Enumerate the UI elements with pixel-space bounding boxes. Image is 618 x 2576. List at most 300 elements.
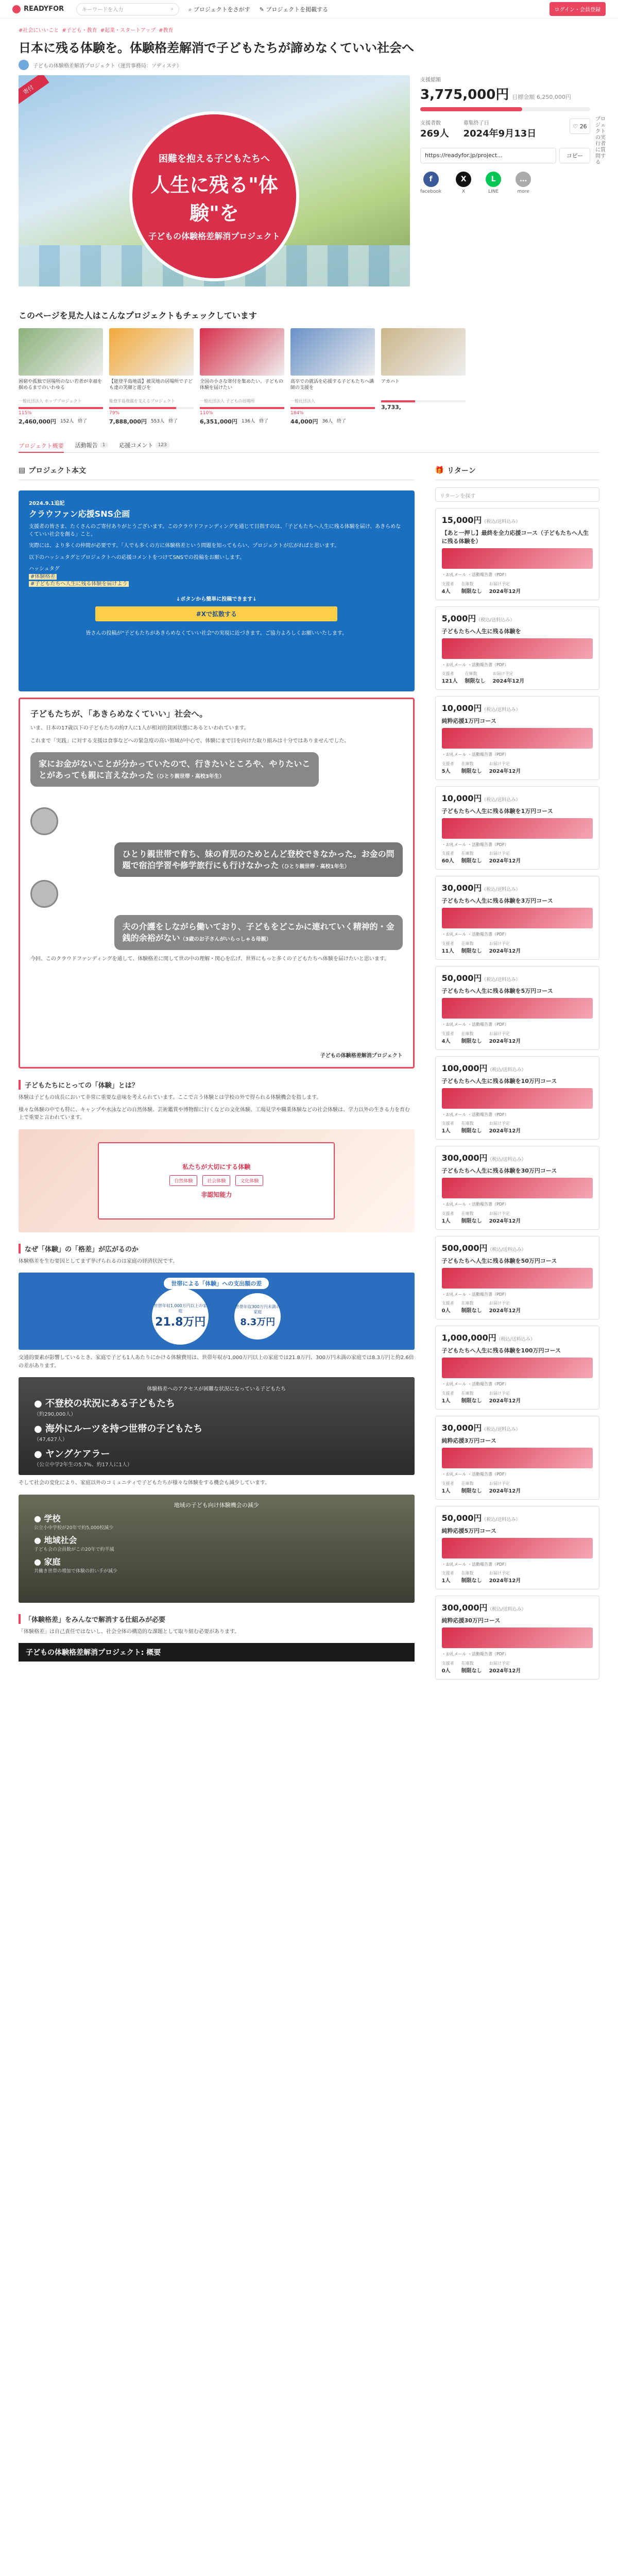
section-heading: なぜ「体験」の「格差」が広がるのか xyxy=(19,1244,415,1253)
raised-amount: 3,775,000円 目標金額 6,250,000円 xyxy=(420,87,571,103)
return-title: 子どもたちへ人生に残る体験を100万円コース xyxy=(441,1347,561,1354)
return-price xyxy=(442,1601,593,1613)
return-card[interactable] xyxy=(435,1416,599,1500)
price-value: 5,000 xyxy=(441,613,468,623)
overview-heading: 子どもの体験格差解消プロジェクト: 概要 xyxy=(19,1643,415,1662)
card-progress xyxy=(200,407,284,409)
stock: 在庫数 制限なし xyxy=(461,1121,482,1134)
stock-value: 制限なし xyxy=(461,858,482,865)
supporters: 支援者 1人 xyxy=(441,1211,454,1224)
login-button[interactable]: ログイン・会員登録 xyxy=(550,2,606,16)
delivery-value: 2024年12月 xyxy=(492,679,525,685)
supporters-value: 1人 xyxy=(441,1398,451,1404)
card-owner: 一般社団法人 ホッププロジェクト xyxy=(19,399,82,403)
price-tax: （税込/送料込み） xyxy=(482,797,521,803)
hero-image xyxy=(19,75,410,286)
card-amount: 44,000円 xyxy=(290,418,318,425)
return-image xyxy=(442,638,593,659)
experience-category: 社会体験 xyxy=(202,1175,230,1186)
breadcrumb xyxy=(19,26,599,33)
supporters: 支援者 4人 xyxy=(441,1031,454,1044)
card-owner: 一般社団法人 子どもの居場所 xyxy=(200,399,255,403)
price-tax: （税込/送料込み） xyxy=(487,1247,526,1252)
voices-box: 子どもたちが、「あきらめなくていい」社会へ。 いま、日本の17歳以下の子どもたちの約7人に1人が相対的貧困状態にあるといわれています。 これまで「実践」に対する支援は食事などへの緊急度の高い領域が中心で、体験にまで目を向けた取り組みは十分ではありませんでした。 家にお金がないことが分かっていたので、行きたいところや、やりたいことがあっても親に言えなかった（ひとり親世帯・高校3年生） ひとり親世帯で育ち、妹の育児のためとんど登校できなかった。お金の問題で宿泊学習や修学旅行にも行けなかった（ひとり親世帯・高校1年生） 夫の介護をしながら働いており、子どもをどこかに連れていく精神的・金銭的余裕がない（3歳のお子さんがいらっしゃる母親） 今回、このクラウドファンディングを通して、体験格差に関して世の中の理解・関心を広げ、世界にもっと多くの子どもたちへ体験を届けたいと思います。 子どもの体験格差解消プロジェクト xyxy=(19,698,415,1069)
price-unit: 円 xyxy=(473,703,482,714)
stock-value: 制限なし xyxy=(461,588,482,595)
supporters-value: 4人 xyxy=(441,1038,451,1044)
return-description: ・お礼メール ・活動報告書（PDF） xyxy=(441,752,509,757)
share-label: facebook xyxy=(420,189,442,194)
breadcrumb-link[interactable]: #教育 xyxy=(159,28,174,33)
site-header xyxy=(0,0,618,19)
card-title: 困窮や孤独で居場所のない若者が幸福を掴めるまでのいわゆる xyxy=(19,379,102,391)
tab-count: 1 xyxy=(100,443,108,448)
stock-value: 制限なし xyxy=(461,1128,482,1134)
return-description: ・お礼メール ・活動報告書（PDF） xyxy=(441,1382,509,1387)
supporters-value: 1人 xyxy=(441,1218,451,1224)
delivery: お届け予定 2024年12月 xyxy=(492,671,525,685)
card-stats xyxy=(290,417,375,426)
breadcrumb-link[interactable]: #社会にいいこと xyxy=(19,28,59,33)
tab-1[interactable] xyxy=(75,441,108,449)
stock: 在庫数 制限なし xyxy=(461,1391,482,1404)
price-unit: 円 xyxy=(473,1422,482,1433)
return-title: 子どもたちへ人生に残る体験を30万円コース xyxy=(441,1167,557,1175)
price-value: 300,000 xyxy=(441,1153,479,1163)
delivery-value: 2024年12月 xyxy=(489,1128,521,1134)
delivery-value: 2024年12月 xyxy=(489,1668,521,1674)
related-project-card[interactable] xyxy=(290,328,375,426)
delivery-value: 2024年12月 xyxy=(489,1398,521,1404)
return-description: ・お礼メール ・活動報告書（PDF） xyxy=(441,1471,509,1477)
return-card[interactable] xyxy=(435,1236,599,1320)
return-price xyxy=(442,1242,593,1253)
return-title: 子どもたちへ人生に残る体験を3万円コース xyxy=(441,897,553,905)
delivery-value: 2024年12月 xyxy=(489,858,521,865)
community-decline-graphic: 地域の子ども向け体験機会の減少 ● 学校 公立小中学校が20年で約5,000校減少 ● 地域社会 子ども会の会員数がこの20年で約半減 ● 家庭 共働き世帯の増加で体験の担い手が減少 xyxy=(19,1495,415,1603)
price-unit: 円 xyxy=(468,613,476,623)
delivery: お届け予定 2024年12月 xyxy=(489,1660,521,1674)
project-thumbnail xyxy=(381,328,466,376)
related-project-card[interactable] xyxy=(200,328,284,426)
search-input[interactable]: キーワードを入力 ⌕ xyxy=(76,3,179,15)
return-meta xyxy=(442,1391,593,1404)
return-meta xyxy=(442,761,593,774)
return-image xyxy=(442,998,593,1019)
price-tax: （税込/送料込み） xyxy=(496,1337,535,1343)
return-title: 純粋応援3万円コース xyxy=(441,1437,496,1444)
card-percent: 79% xyxy=(109,411,120,416)
return-description: ・お礼メール ・活動報告書（PDF） xyxy=(441,1022,509,1027)
card-percent: 110% xyxy=(200,411,213,416)
card-stats xyxy=(381,404,466,411)
section-heading: 「体験格差」をみんなで解消する仕組みが必要 xyxy=(19,1614,415,1624)
return-image xyxy=(442,1088,593,1109)
delivery: お届け予定 2024年12月 xyxy=(489,1391,521,1404)
x-icon: X xyxy=(456,172,471,187)
project-owner[interactable]: 子どもの体験格差解消プロジェクト（運営事務局：ソディステ） xyxy=(19,60,599,70)
return-meta xyxy=(442,1300,593,1314)
delivery-value: 2024年12月 xyxy=(489,588,521,595)
card-deadline: 終了 xyxy=(336,419,346,424)
hero-title-circle: 困難を抱える子どもたちへ 人生に残る"体験"を 子どもの体験格差解消プロジェクト xyxy=(129,111,299,281)
return-image xyxy=(442,1268,593,1289)
card-deadline: 終了 xyxy=(259,419,269,424)
price-unit: 円 xyxy=(473,973,482,983)
return-price xyxy=(442,1421,593,1433)
stock: 在庫数 制限なし xyxy=(461,581,482,595)
project-stats: 支援総額 3,775,000円 目標金額 6,250,000円 支援者数 269人 募集終了日 2024年9月13日 ♡ 26 https://readyfor.jp/project... コピー f facebook X X L LINE … more プロジェクトの実行者に質問する xyxy=(420,77,606,194)
supporters: 支援者 1人 xyxy=(441,1391,454,1404)
site-logo[interactable]: READYFOR xyxy=(12,5,64,13)
project-thumbnail xyxy=(19,328,103,376)
supporters-value: 1人 xyxy=(441,1578,451,1584)
price-value: 1,000,000 xyxy=(441,1333,488,1343)
share-label: X xyxy=(462,189,466,194)
supporters-value: 5人 xyxy=(441,768,451,774)
vulnerable-children-graphic: 体験格差へのアクセスが困難な状況になっている子どもたち ● 不登校の状況にある子どもたち （約290,000人） ● 海外にルーツを持つ世帯の子どもたち （47,627人） ● ヤングケアラー （公立中学2年生の5.7%、約17人に1人） xyxy=(19,1377,415,1475)
facebook-icon: f xyxy=(423,172,439,187)
avatar xyxy=(30,807,58,835)
supporters-value: 121人 xyxy=(441,679,458,685)
delivery: お届け予定 2024年12月 xyxy=(489,1031,521,1044)
delivery: お届け予定 2024年12月 xyxy=(489,1571,521,1584)
card-owner: 一般社団法人 xyxy=(290,399,315,403)
card-amount: 3,733, xyxy=(381,404,401,411)
return-price xyxy=(442,612,593,624)
return-description: ・お礼メール ・活動報告書（PDF） xyxy=(441,1292,509,1297)
project-thumbnail xyxy=(109,328,194,376)
return-image xyxy=(442,1628,593,1648)
return-meta xyxy=(442,1481,593,1494)
delivery-value: 2024年12月 xyxy=(489,768,521,774)
return-image xyxy=(442,1178,593,1198)
delivery: お届け予定 2024年12月 xyxy=(489,581,521,595)
price-unit: 円 xyxy=(473,793,482,803)
return-description: ・お礼メール ・活動報告書（PDF） xyxy=(441,842,509,847)
delivery-value: 2024年12月 xyxy=(489,1578,521,1584)
supporters: 支援者 1人 xyxy=(441,1121,454,1134)
supporters-value: 1人 xyxy=(441,1128,451,1134)
return-price xyxy=(442,702,593,714)
price-value: 30,000 xyxy=(441,883,474,893)
tab-label: 活動報告 xyxy=(75,442,98,449)
return-meta xyxy=(442,1570,593,1584)
return-title: 子どもたちへ人生に残る体験を5万円コース xyxy=(441,987,553,994)
ask-owner-link[interactable]: プロジェクトの実行者に質問する xyxy=(595,116,606,165)
delivery: お届け予定 2024年12月 xyxy=(489,1301,521,1314)
card-deadline: 終了 xyxy=(168,419,178,424)
card-stats xyxy=(200,417,284,426)
quote-bubble: 夫の介護をしながら働いており、子どもをどこかに連れていく精神的・金銭的余裕がない（3歳のお子さんがいらっしゃる母親） xyxy=(114,915,403,950)
stock-value: 制限なし xyxy=(461,948,482,954)
card-title: 【能登半島地震】被災地の居場所で子ども達の笑顔と遊びを xyxy=(109,379,193,391)
price-unit: 円 xyxy=(479,1243,488,1253)
low-income-circle: 世帯年収300万円未満の家庭 8.3万円 xyxy=(234,1293,281,1340)
find-projects-link[interactable]: ⌕ プロジェクトをさがす xyxy=(188,6,250,13)
return-price xyxy=(442,1331,593,1343)
project-body: ▤ プロジェクト本文 2024.9.1追記 クラウファン応援SNS企画 支援者の皆さま、たくさんのご寄付ありがとうございます。このクラウドファンディングを通じて目指すのは、「子どもたちへ人生に残る体験を届け、あきらめなくていい社会を創る」こと。 実際には、より多くの仲間が必要です。「人でも多くの方に体験格差という問題を知ってもらい、プロジェクトが広がればと思います。 以下のハッシュタグとプロジェクトへの応援コメントをつけてSNSでの投稿をお願いします。 ハッシュタグ #体験格差 #子どもたちへ人生に残る体験を届けよう ↓ボタンから簡単に投稿できます↓ #Xで拡散する 皆さんの投稿が"子どもたちがあきらめなくていい社会"の実現に近づきます。ご協力よろしくお願いいたします。 子どもたちが、「あきらめなくていい」社会へ。 いま、日本の17歳以下の子どもたちの約7人に1人が相対的貧困状態にあるといわれています。 これまで「実践」に対する支援は食事などへの緊急度の高い領域が中心で、体験にまで目を向けた取り組みは十分ではありませんでした。 家にお金がないことが分かっていたので、行きたいところや、やりたいことがあっても親に言えなかった（ひとり親世帯・高校3年生） ひとり親世帯で育ち、妹の育児のためとんど登校できなかった。お金の問題で宿泊学習や修学旅行にも行けなかった（ひとり親世帯・高校1年生） 夫の介護をしながら働いており、子どもをどこかに連れていく精神的・金銭的余裕がない（3歳のお子さんがいらっしゃる母親） 今回、このクラウドファンディングを通して、体験格差に関して世の中の理解・関心を広げ、世界にもっと多くの子どもたちへ体験を届けたいと思います。 子どもの体験格差解消プロジェクト 子どもたちにとっての「体験」とは？ 体験は子どもの成長において非常に重要な意味を考えられています。ここで言う体験とは学校の外で得られる体験機会を指します。 様々な体験の中でも特に、キャンプや水泳などの自然体験、芸術鑑賞や博物館に行くなどの文化体験、工場見学や職業体験などの社会体験は、学力以外の生きる力を育む上で重要と言われています。 私たちが大切にする体験 自然体験 社会体験 文化体験 非認知能力 なぜ「体験」の「格差」が広がるのか 体験格差を生む要因としてまず挙げられるのは家庭の経済状況です。 世帯による「体験」への支出額の差 世帯年収1,000万円以上の家庭 21.8万円 世帯年収300万円未満の家庭 8.3万円 交通的要素が影響しているとき、家庭で子ども1人あたりにかける体験費用は、世帯年収が1,000万円以上の家庭では21.8万円、300万円未満の家庭では8.3万円と約2.6倍の差があります。 体験格差へのアクセスが困難な状況になっている子どもたち ● 不登校の状況にある子どもたち （約290,000人） ● 海外にルーツを持つ世帯の子どもたち （47,627人） ● ヤングケアラー （公立中学2年生の5.7%、約17人に1人） そして社会の変化により、家庭以外のコミュニティで子どもたちが様々な体験をする機会も減少しています。 地域の子ども向け体験機会の減少 ● 学校 公立小中学校が20年で約5,000校減少 ● 地域社会 子ども会の会員数がこの20年で約半減 ● 家庭 共働き世帯の増加で体験の担い手が減少 「体験格差」をみんなで解消する仕組みが必要 「体験格差」は自己責任ではないし、社会全体の構造的な課題として取り組む必要があります。 子どもの体験格差解消プロジェクト: 概要 xyxy=(19,465,415,1680)
return-meta xyxy=(442,941,593,954)
delivery-value: 2024年12月 xyxy=(489,1308,521,1314)
share-line-button[interactable] xyxy=(486,172,501,194)
gift-icon: 🎁 xyxy=(435,466,444,474)
supporters-value: 1人 xyxy=(441,1488,451,1494)
stock-value: 制限なし xyxy=(465,679,486,685)
return-card[interactable] xyxy=(435,786,599,870)
tab-count: 123 xyxy=(156,443,169,448)
return-image xyxy=(442,1538,593,1558)
return-meta xyxy=(442,1211,593,1224)
stock: 在庫数 制限なし xyxy=(461,1481,482,1494)
supporters: 支援者 121人 xyxy=(441,671,458,685)
price-value: 100,000 xyxy=(441,1063,479,1073)
related-projects-title: このページを見た人はこんなプロジェクトもチェックしています xyxy=(19,311,257,320)
return-card[interactable] xyxy=(435,508,599,600)
card-title: 高卒での就活を応援する子どもたちへ講師の支援を xyxy=(290,379,374,391)
price-tax: （税込/送料込み） xyxy=(482,707,521,713)
price-value: 50,000 xyxy=(441,973,474,983)
return-image xyxy=(442,548,593,569)
return-card[interactable] xyxy=(435,966,599,1050)
card-stats xyxy=(109,417,194,426)
return-card[interactable] xyxy=(435,1056,599,1140)
share-label: more xyxy=(517,189,529,194)
price-unit: 円 xyxy=(473,883,482,893)
return-card[interactable] xyxy=(435,606,599,690)
returns-sidebar xyxy=(435,465,599,1680)
price-value: 15,000 xyxy=(441,515,474,525)
stock: 在庫数 制限なし xyxy=(461,1211,482,1224)
card-supporters: 152人 xyxy=(60,419,74,424)
card-stats xyxy=(19,417,103,426)
return-card[interactable] xyxy=(435,1596,599,1680)
logo-icon xyxy=(12,5,21,13)
stock: 在庫数 制限なし xyxy=(461,1301,482,1314)
return-price xyxy=(442,1062,593,1074)
share-url-field[interactable]: https://readyfor.jp/project... xyxy=(420,148,556,163)
tab-label: プロジェクト概要 xyxy=(19,442,64,449)
breadcrumb-link[interactable]: #子ども・教育 xyxy=(62,28,97,33)
price-value: 10,000 xyxy=(441,703,474,714)
supporters-value: 0人 xyxy=(441,1668,451,1674)
price-value: 500,000 xyxy=(441,1243,479,1253)
card-progress xyxy=(290,407,375,409)
card-title: 全国の小さな寄付を集めたい。子どもの体験を届けたい xyxy=(200,379,284,391)
section-heading: ▤ プロジェクト本文 xyxy=(19,465,415,480)
return-description: ・お礼メール ・活動報告書（PDF） xyxy=(441,1652,509,1657)
return-card[interactable] xyxy=(435,1326,599,1410)
return-image xyxy=(442,1448,593,1468)
price-tax: （税込/送料込み） xyxy=(482,887,521,893)
return-meta xyxy=(442,581,593,595)
return-meta xyxy=(442,851,593,864)
return-description: ・お礼メール ・活動報告書（PDF） xyxy=(441,1562,509,1567)
return-price xyxy=(442,1512,593,1523)
stock-value: 制限なし xyxy=(461,1398,482,1404)
related-project-card[interactable] xyxy=(381,328,466,426)
page-title: 日本に残る体験を。体験格差解消で子どもたちが諦めなくていい社会へ xyxy=(19,41,414,55)
experience-types-image: 私たちが大切にする体験 自然体験 社会体験 文化体験 非認知能力 xyxy=(19,1129,415,1232)
card-progress xyxy=(19,407,103,409)
stock-value: 制限なし xyxy=(461,1308,482,1314)
supporters: 支援者 1人 xyxy=(441,1571,454,1584)
return-title: 純粋応援1万円コース xyxy=(441,718,496,725)
supporters: 支援者 5人 xyxy=(441,761,454,774)
return-description: ・お礼メール ・活動報告書（PDF） xyxy=(441,932,509,937)
return-title: 純粋応援5万円コース xyxy=(441,1527,496,1534)
end-date: 2024年9月13日 xyxy=(463,128,537,139)
return-title: 子どもたちへ人生に残る体験を1万円コース xyxy=(441,807,553,815)
stock-value: 制限なし xyxy=(461,1218,482,1224)
supporter-count: 269人 xyxy=(420,128,449,139)
price-unit: 円 xyxy=(488,1333,496,1343)
price-unit: 円 xyxy=(473,515,482,525)
stock-value: 制限なし xyxy=(461,1668,482,1674)
favorite-button[interactable]: ♡ 26 xyxy=(570,118,590,134)
stock: 在庫数 制限なし xyxy=(465,671,486,685)
return-title: 子どもたちへ人生に残る体験を50万円コース xyxy=(441,1257,557,1264)
progress-bar xyxy=(420,107,590,111)
delivery-value: 2024年12月 xyxy=(489,1038,521,1044)
price-unit: 円 xyxy=(479,1603,488,1613)
return-description: ・お礼メール ・活動報告書（PDF） xyxy=(441,1112,509,1117)
card-progress xyxy=(109,407,194,409)
ribbon-badge: 寄付 xyxy=(19,75,49,107)
delivery: お届け予定 2024年12月 xyxy=(489,1121,521,1134)
project-thumbnail xyxy=(290,328,375,376)
share-on-x-button[interactable]: #Xで拡散する xyxy=(95,606,337,621)
price-unit: 円 xyxy=(479,1153,488,1163)
returns-search-input[interactable]: リターンを探す xyxy=(435,487,599,502)
card-percent: 184% xyxy=(290,411,304,416)
stock-value: 制限なし xyxy=(461,1578,482,1584)
return-title: 【あと一押し】最終を全力応援コース（子どもたちへ人生に残る体験を） xyxy=(441,530,589,545)
stock: 在庫数 制限なし xyxy=(461,761,482,774)
return-price xyxy=(442,882,593,893)
share-x-button[interactable] xyxy=(456,172,471,194)
supporters-value: 4人 xyxy=(441,588,451,595)
price-tax: （税込/送料込み） xyxy=(482,977,521,982)
return-image xyxy=(442,908,593,928)
supporters: 支援者 11人 xyxy=(441,941,454,954)
return-meta xyxy=(442,1121,593,1134)
return-title: 子どもたちへ人生に残る体験を10万円コース xyxy=(441,1077,557,1084)
supporters: 支援者 60人 xyxy=(441,851,454,865)
price-value: 10,000 xyxy=(441,793,474,803)
related-project-card[interactable] xyxy=(109,328,194,426)
delivery: お届け予定 2024年12月 xyxy=(489,941,521,954)
avatar xyxy=(19,60,29,70)
return-description: ・お礼メール ・活動報告書（PDF） xyxy=(441,662,509,667)
tab-0[interactable] xyxy=(19,441,64,453)
card-amount: 6,351,000円 xyxy=(200,418,237,425)
card-percent: 115% xyxy=(19,411,32,416)
delivery: お届け予定 2024年12月 xyxy=(489,761,521,774)
price-tax: （税込/送料込み） xyxy=(487,1607,526,1613)
price-value: 50,000 xyxy=(441,1513,474,1523)
card-progress xyxy=(381,400,466,402)
card-title: アカハト xyxy=(381,379,400,384)
quote-bubble: ひとり親世帯で育ち、妹の育児のためとんど登校できなかった。お金の問題で宿泊学習や修学旅行にも行けなかった（ひとり親世帯・高校1年生） xyxy=(114,842,403,877)
stock-value: 制限なし xyxy=(461,1488,482,1494)
stock: 在庫数 制限なし xyxy=(461,1031,482,1044)
breadcrumb-link[interactable]: #起業・スタートアップ xyxy=(100,28,156,33)
copy-button[interactable]: コピー xyxy=(559,148,590,163)
delivery-value: 2024年12月 xyxy=(489,948,521,954)
post-project-link[interactable]: ✎ プロジェクトを掲載する xyxy=(259,6,329,13)
quote-bubble: 家にお金がないことが分かっていたので、行きたいところや、やりたいことがあっても親に言えなかった（ひとり親世帯・高校3年生） xyxy=(30,752,319,787)
card-amount: 7,888,000円 xyxy=(109,418,147,425)
price-unit: 円 xyxy=(473,1513,482,1523)
tab-2[interactable] xyxy=(119,441,169,449)
return-price xyxy=(442,972,593,984)
return-meta xyxy=(442,1031,593,1044)
tab-label: 応援コメント xyxy=(119,442,153,449)
delivery-value: 2024年12月 xyxy=(489,1488,521,1494)
experience-category: 文化体験 xyxy=(235,1175,263,1186)
return-price xyxy=(442,792,593,804)
stock: 在庫数 制限なし xyxy=(461,851,482,865)
section-heading: 子どもたちにとっての「体験」とは？ xyxy=(19,1080,415,1090)
card-amount: 2,460,000円 xyxy=(19,418,56,425)
card-deadline: 終了 xyxy=(78,419,88,424)
price-tax: （税込/送料込み） xyxy=(487,1157,526,1163)
return-description: ・お礼メール ・活動報告書（PDF） xyxy=(441,1202,509,1207)
heart-icon: ♡ xyxy=(573,123,578,130)
sns-campaign-box: 2024.9.1追記 クラウファン応援SNS企画 支援者の皆さま、たくさんのご寄付ありがとうございます。このクラウドファンディングを通じて目指すのは、「子どもたちへ人生に残る体験を届け、あきらめなくていい社会を創る」こと。 実際には、より多くの仲間が必要です。「人でも多くの方に体験格差という問題を知ってもらい、プロジェクトが広がればと思います。 以下のハッシュタグとプロジェクトへの応援コメントをつけてSNSでの投稿をお願いします。 ハッシュタグ #体験格差 #子どもたちへ人生に残る体験を届けよう ↓ボタンから簡単に投稿できます↓ #Xで拡散する 皆さんの投稿が"子どもたちがあきらめなくていい社会"の実現に近づきます。ご協力よろしくお願いいたします。 xyxy=(19,490,415,691)
card-supporters: 36人 xyxy=(322,419,333,424)
delivery: お届け予定 2024年12月 xyxy=(489,1481,521,1494)
supporters: 支援者 0人 xyxy=(441,1301,454,1314)
supporters: 支援者 0人 xyxy=(441,1660,454,1674)
supporters-value: 0人 xyxy=(441,1308,451,1314)
share-facebook-button[interactable] xyxy=(420,172,441,194)
return-card[interactable] xyxy=(435,1506,599,1590)
price-value: 300,000 xyxy=(441,1603,479,1613)
return-description: ・お礼メール ・活動報告書（PDF） xyxy=(441,572,509,577)
share-more-button[interactable] xyxy=(516,172,531,194)
delivery: お届け予定 2024年12月 xyxy=(489,851,521,865)
stock: 在庫数 制限なし xyxy=(461,1571,482,1584)
price-tax: （税込/送料込み） xyxy=(482,519,521,524)
return-meta xyxy=(442,1660,593,1674)
return-title: 子どもたちへ人生に残る体験を xyxy=(441,628,521,635)
return-card[interactable] xyxy=(435,696,599,780)
return-card[interactable] xyxy=(435,1146,599,1230)
search-icon[interactable]: ⌕ xyxy=(170,6,174,12)
return-meta xyxy=(442,671,593,684)
supporters: 支援者 1人 xyxy=(441,1481,454,1494)
spending-gap-graphic: 世帯による「体験」への支出額の差 世帯年収1,000万円以上の家庭 21.8万円 世帯年収300万円未満の家庭 8.3万円 xyxy=(19,1273,415,1350)
more-icon: … xyxy=(516,172,531,187)
price-value: 30,000 xyxy=(441,1422,474,1433)
delivery-value: 2024年12月 xyxy=(489,1218,521,1224)
delivery: お届け予定 2024年12月 xyxy=(489,1211,521,1224)
share-label: LINE xyxy=(488,189,499,194)
return-price xyxy=(442,514,593,526)
stock-value: 制限なし xyxy=(461,1038,482,1044)
card-supporters: 136人 xyxy=(241,419,255,424)
project-thumbnail xyxy=(200,328,284,376)
stock: 在庫数 制限なし xyxy=(461,1660,482,1674)
supporters-value: 60人 xyxy=(441,858,454,865)
avatar xyxy=(30,880,58,908)
return-title: 純粋応援30万円コース xyxy=(441,1617,501,1624)
related-project-card[interactable] xyxy=(19,328,103,426)
return-card[interactable] xyxy=(435,876,599,960)
stock-value: 制限なし xyxy=(461,768,482,774)
